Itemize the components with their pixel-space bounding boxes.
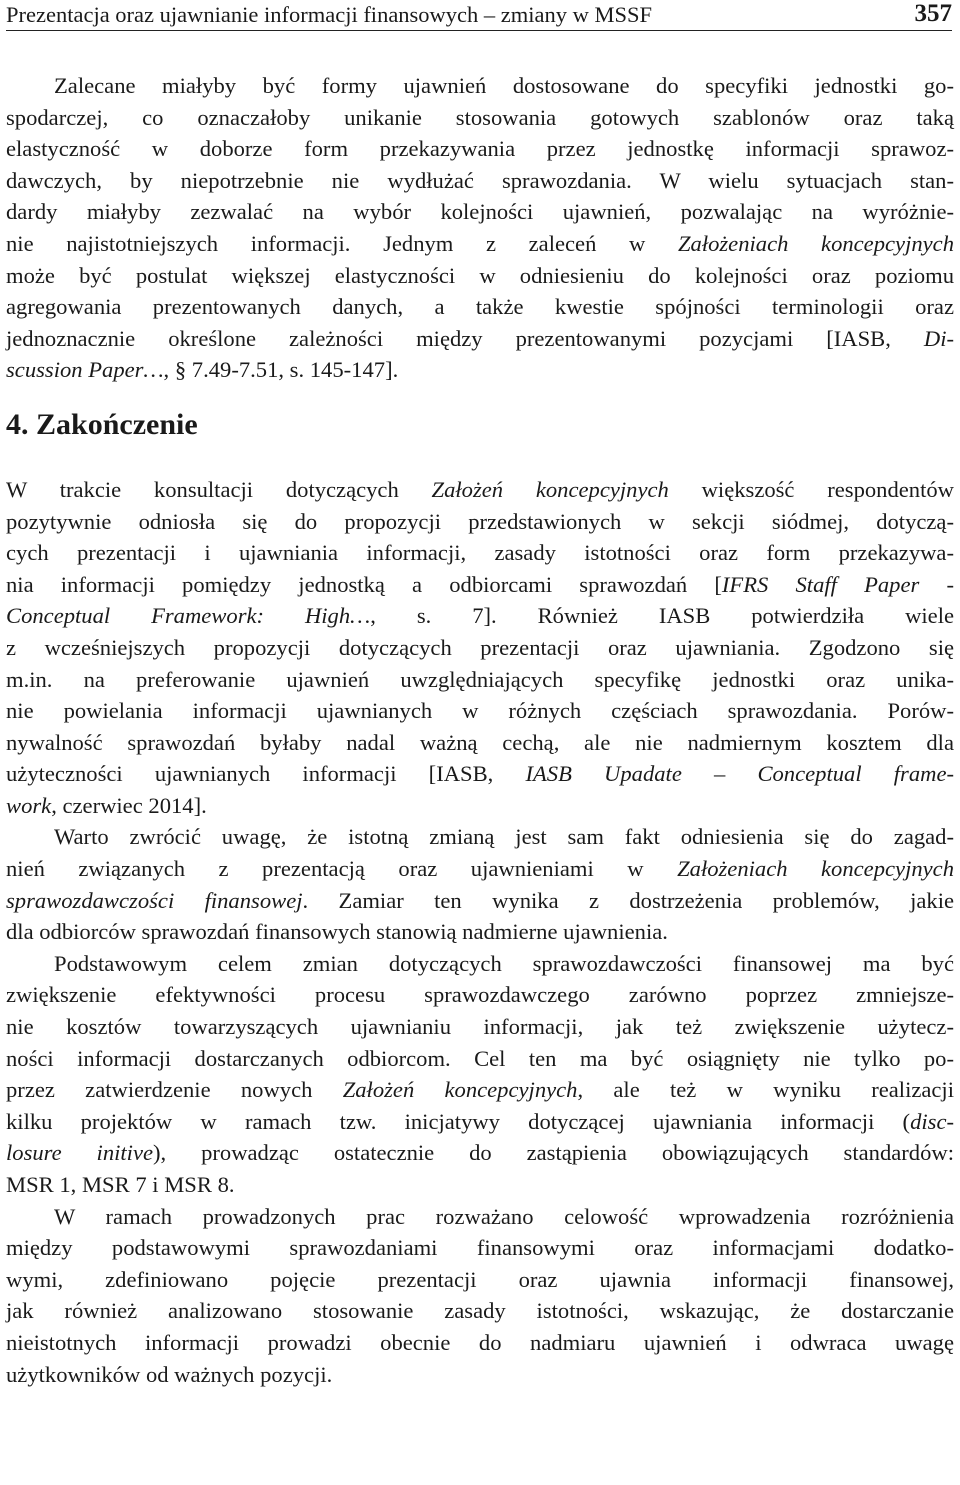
text-line (6, 569, 954, 601)
text-line: Podstawowym celem zmian dotyczących sprawozdawczości finansowej ma być (54, 950, 954, 976)
text-line: dawczych, by niepotrzebnie nie wydłużać sprawozdania. W wielu sytuacjach stan- (6, 167, 954, 193)
italic-citation: IFRS Staff Paper - (721, 571, 954, 597)
running-title: Prezentacja oraz ujawnianie informacji finansowych – zmiany w MSSF (6, 2, 653, 27)
text-line: m.in. na preferowanie ujawnień uwzględniających specyfikę jednostki oraz unika- (6, 666, 954, 692)
text-line: elastyczność w doborze form przekazywania przez jednostkę informacji sprawoz- (6, 136, 954, 162)
section-heading: 4. Zakończenie (6, 407, 198, 441)
italic-title: Założeń koncepcyjnych (431, 476, 669, 502)
text-run: użyteczności ujawnianych informacji [IASB, (6, 761, 526, 787)
italic-citation: Conceptual Framework: High… (6, 603, 371, 629)
text-line: ności informacji dostarczanych odbiorcom. Cel ten ma być osiągnięty nie tylko po- (6, 1045, 954, 1071)
text-line: nywalność sprawozdań byłaby nadal ważną cechą, ale nie nadmiernym kosztem dla (6, 729, 954, 755)
paragraph-4 (6, 948, 954, 1201)
paragraph-2 (6, 474, 954, 822)
text-line: z wcześniejszych propozycji dotyczących prezentacji oraz ujawniania. Zgodzono się (6, 634, 954, 660)
text-line (6, 474, 954, 506)
italic-citation: scussion Paper… (6, 357, 164, 383)
body-text (6, 70, 954, 1390)
text-run: , s. 7]. Również IASB potwierdziła wiele (370, 603, 955, 629)
text-run: jednoznacznie określone zależności między prezentowanymi pozycjami [IASB, (6, 325, 924, 351)
text-line: zwiększenie efektywności procesu sprawozdawczego zarówno poprzez zmniejsze- (6, 982, 954, 1008)
text-line (6, 885, 954, 917)
text-line (6, 853, 954, 885)
text-line (6, 1106, 954, 1138)
page-number: 357 (914, 0, 952, 27)
text-run: nia informacji pomiędzy jednostką a odbiorcami sprawozdań [ (6, 571, 722, 597)
italic-term: disc- (910, 1108, 954, 1134)
text-run: W trakcie konsultacji dotyczących (6, 476, 432, 502)
text-line (6, 790, 954, 822)
text-line: MSR 1, MSR 7 i MSR 8. (6, 1172, 235, 1197)
italic-citation: Di- (923, 325, 954, 351)
italic-term: losure initive (6, 1140, 154, 1166)
text-run: , § 7.49-7.51, s. 145-147]. (163, 357, 399, 383)
italic-title: Założeniach koncepcyjnych (677, 230, 954, 256)
text-line (6, 1137, 954, 1169)
text-line: dardy miałyby zezwalać na wybór kolejności ujawnień, pozwalając na wyróżnie- (6, 199, 954, 225)
paragraph-1 (6, 70, 954, 386)
text-run: , czerwiec 2014]. (51, 792, 207, 818)
italic-title: Założeń koncepcyjnych (342, 1077, 578, 1103)
text-run: większość respondentów (668, 476, 954, 502)
text-line: jak również analizowano stosowanie zasady istotności, wskazując, że dostarczanie (6, 1298, 954, 1324)
text-line: W ramach prowadzonych prac rozważano celowość wprowadzenia rozróżnienia (54, 1203, 954, 1229)
text-line (6, 228, 954, 260)
italic-citation: work (6, 792, 52, 818)
text-line (6, 758, 954, 790)
text-line (6, 600, 954, 632)
text-line: dla odbiorców sprawozdań finansowych stanowią nadmierne ujawnienia. (6, 919, 668, 945)
text-run: . Zamiar ten wynika z dostrzeżenia problemów, jakie (302, 887, 954, 913)
text-line: nieistotnych informacji prowadzi obecnie do nadmiaru ujawnień i odwraca uwagę (6, 1329, 954, 1355)
text-line: nie powielania informacji ujawnianych w różnych częściach sprawozdania. Porów- (6, 698, 954, 724)
running-header (6, 0, 952, 31)
text-line: użytkowników od ważnych pozycji. (6, 1361, 333, 1387)
text-line: może być postulat większej elastyczności w odniesieniu do kolejności oraz poziomu (6, 262, 954, 288)
paragraph-5 (6, 1201, 954, 1391)
italic-title: sprawozdawczości finansowej (6, 887, 303, 913)
text-line: agregowania prezentowanych danych, a także kwestie spójności terminologii oraz (6, 294, 954, 320)
text-run: nień związanych z prezentacją oraz ujawnieniami w (6, 856, 678, 882)
text-line: cych prezentacji i ujawniania informacji, zasady istotności oraz form przekazywa- (6, 540, 954, 566)
text-line: pozytywnie odniosła się do propozycji przedstawionych w sekcji siódmej, dotyczą- (6, 508, 954, 534)
text-run: ), prowadząc ostatecznie do zastąpienia obowiązujących standardów: (153, 1140, 954, 1166)
text-line (6, 323, 954, 355)
text-run: kilku projektów w ramach tzw. inicjatywy dotyczącej ujawniania informacji ( (6, 1108, 911, 1134)
text-line: wymi, zdefiniowano pojęcie prezentacji oraz ujawnia informacji finansowej, (6, 1266, 954, 1292)
text-line: nie kosztów towarzyszących ujawnianiu informacji, jak też zwiększenie użytecz- (6, 1014, 954, 1040)
text-run: , ale też w wyniku realizacji (577, 1077, 954, 1103)
text-line (6, 354, 954, 386)
text-run: przez zatwierdzenie nowych (6, 1077, 343, 1103)
text-line: między podstawowymi sprawozdaniami finansowymi oraz informacjami dodatko- (6, 1235, 954, 1261)
text-line: spodarczej, co oznaczałoby unikanie stosowania gotowych szablonów oraz taką (6, 104, 954, 130)
text-line (6, 1074, 954, 1106)
text-line: Warto zwrócić uwagę, że istotną zmianą jest sam fakt odniesienia się do zagad- (54, 824, 954, 850)
italic-title: Założeniach koncepcyjnych (677, 856, 954, 882)
text-line: Zalecane miałyby być formy ujawnień dostosowane do specyfiki jednostki go- (54, 73, 954, 98)
italic-citation: IASB Upadate – Conceptual frame- (525, 761, 954, 787)
text-run: nie najistotniejszych informacji. Jednym z zaleceń w (6, 230, 678, 256)
paragraph-3 (6, 821, 954, 947)
